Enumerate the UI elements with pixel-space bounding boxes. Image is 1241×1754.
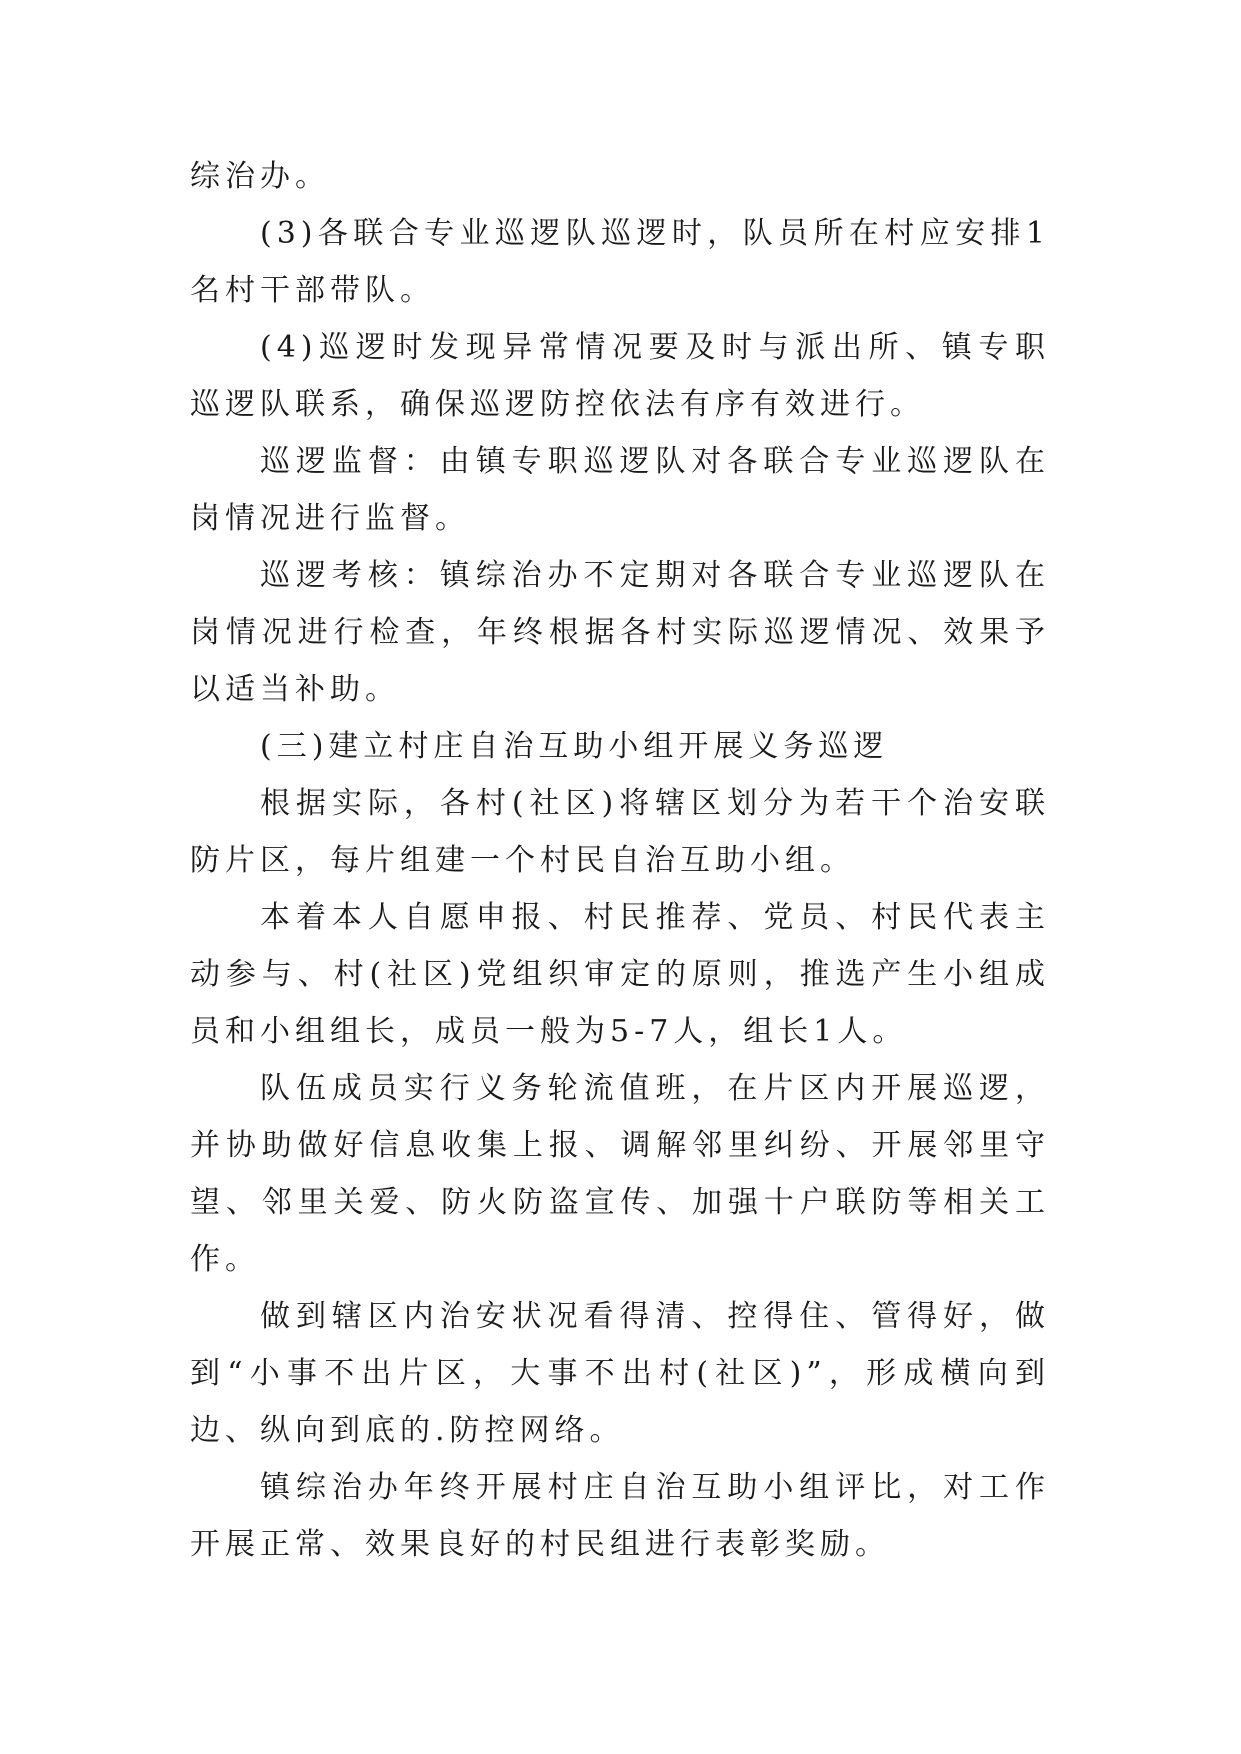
paragraph-selection: 本着本人自愿申报、村民推荐、党员、村民代表主动参与、村(社区)党组织审定的原则，推选产生小组成员和小组组长，成员一般为5-7人，组长1人。 <box>190 900 1050 1049</box>
document-body <box>190 148 1050 1573</box>
paragraph-goal: 做到辖区内治安状况看得清、控得住、管得好，做到“小事不出片区，大事不出村(社区)”，形成横向到边、纵向到底的.防控网络。 <box>190 1299 1050 1448</box>
paragraph-item-3: (3)各联合专业巡逻队巡逻时，队员所在村应安排1名村干部带队。 <box>190 216 1050 308</box>
paragraph-continuation: 综治办。 <box>190 159 330 194</box>
paragraph-item-4: (4)巡逻时发现异常情况要及时与派出所、镇专职巡逻队联系，确保巡逻防控依法有序有效进行。 <box>190 330 1050 422</box>
paragraph-patrol-supervision: 巡逻监督：由镇专职巡逻队对各联合专业巡逻队在岗情况进行监督。 <box>190 444 1050 536</box>
paragraph-patrol-assessment: 巡逻考核：镇综治办不定期对各联合专业巡逻队在岗情况进行检查，年终根据各村实际巡逻情况、效果予以适当补助。 <box>190 558 1050 707</box>
paragraph-division: 根据实际，各村(社区)将辖区划分为若干个治安联防片区，每片组建一个村民自治互助小组。 <box>190 786 1050 878</box>
paragraph-evaluation: 镇综治办年终开展村庄自治互助小组评比，对工作开展正常、效果良好的村民组进行表彰奖励。 <box>190 1470 1050 1562</box>
paragraph-duty: 队伍成员实行义务轮流值班，在片区内开展巡逻，并协助做好信息收集上报、调解邻里纠纷、开展邻里守望、邻里关爱、防火防盗宣传、加强十户联防等相关工作。 <box>190 1071 1050 1277</box>
section-heading-3: (三)建立村庄自治互助小组开展义务巡逻 <box>260 729 889 764</box>
